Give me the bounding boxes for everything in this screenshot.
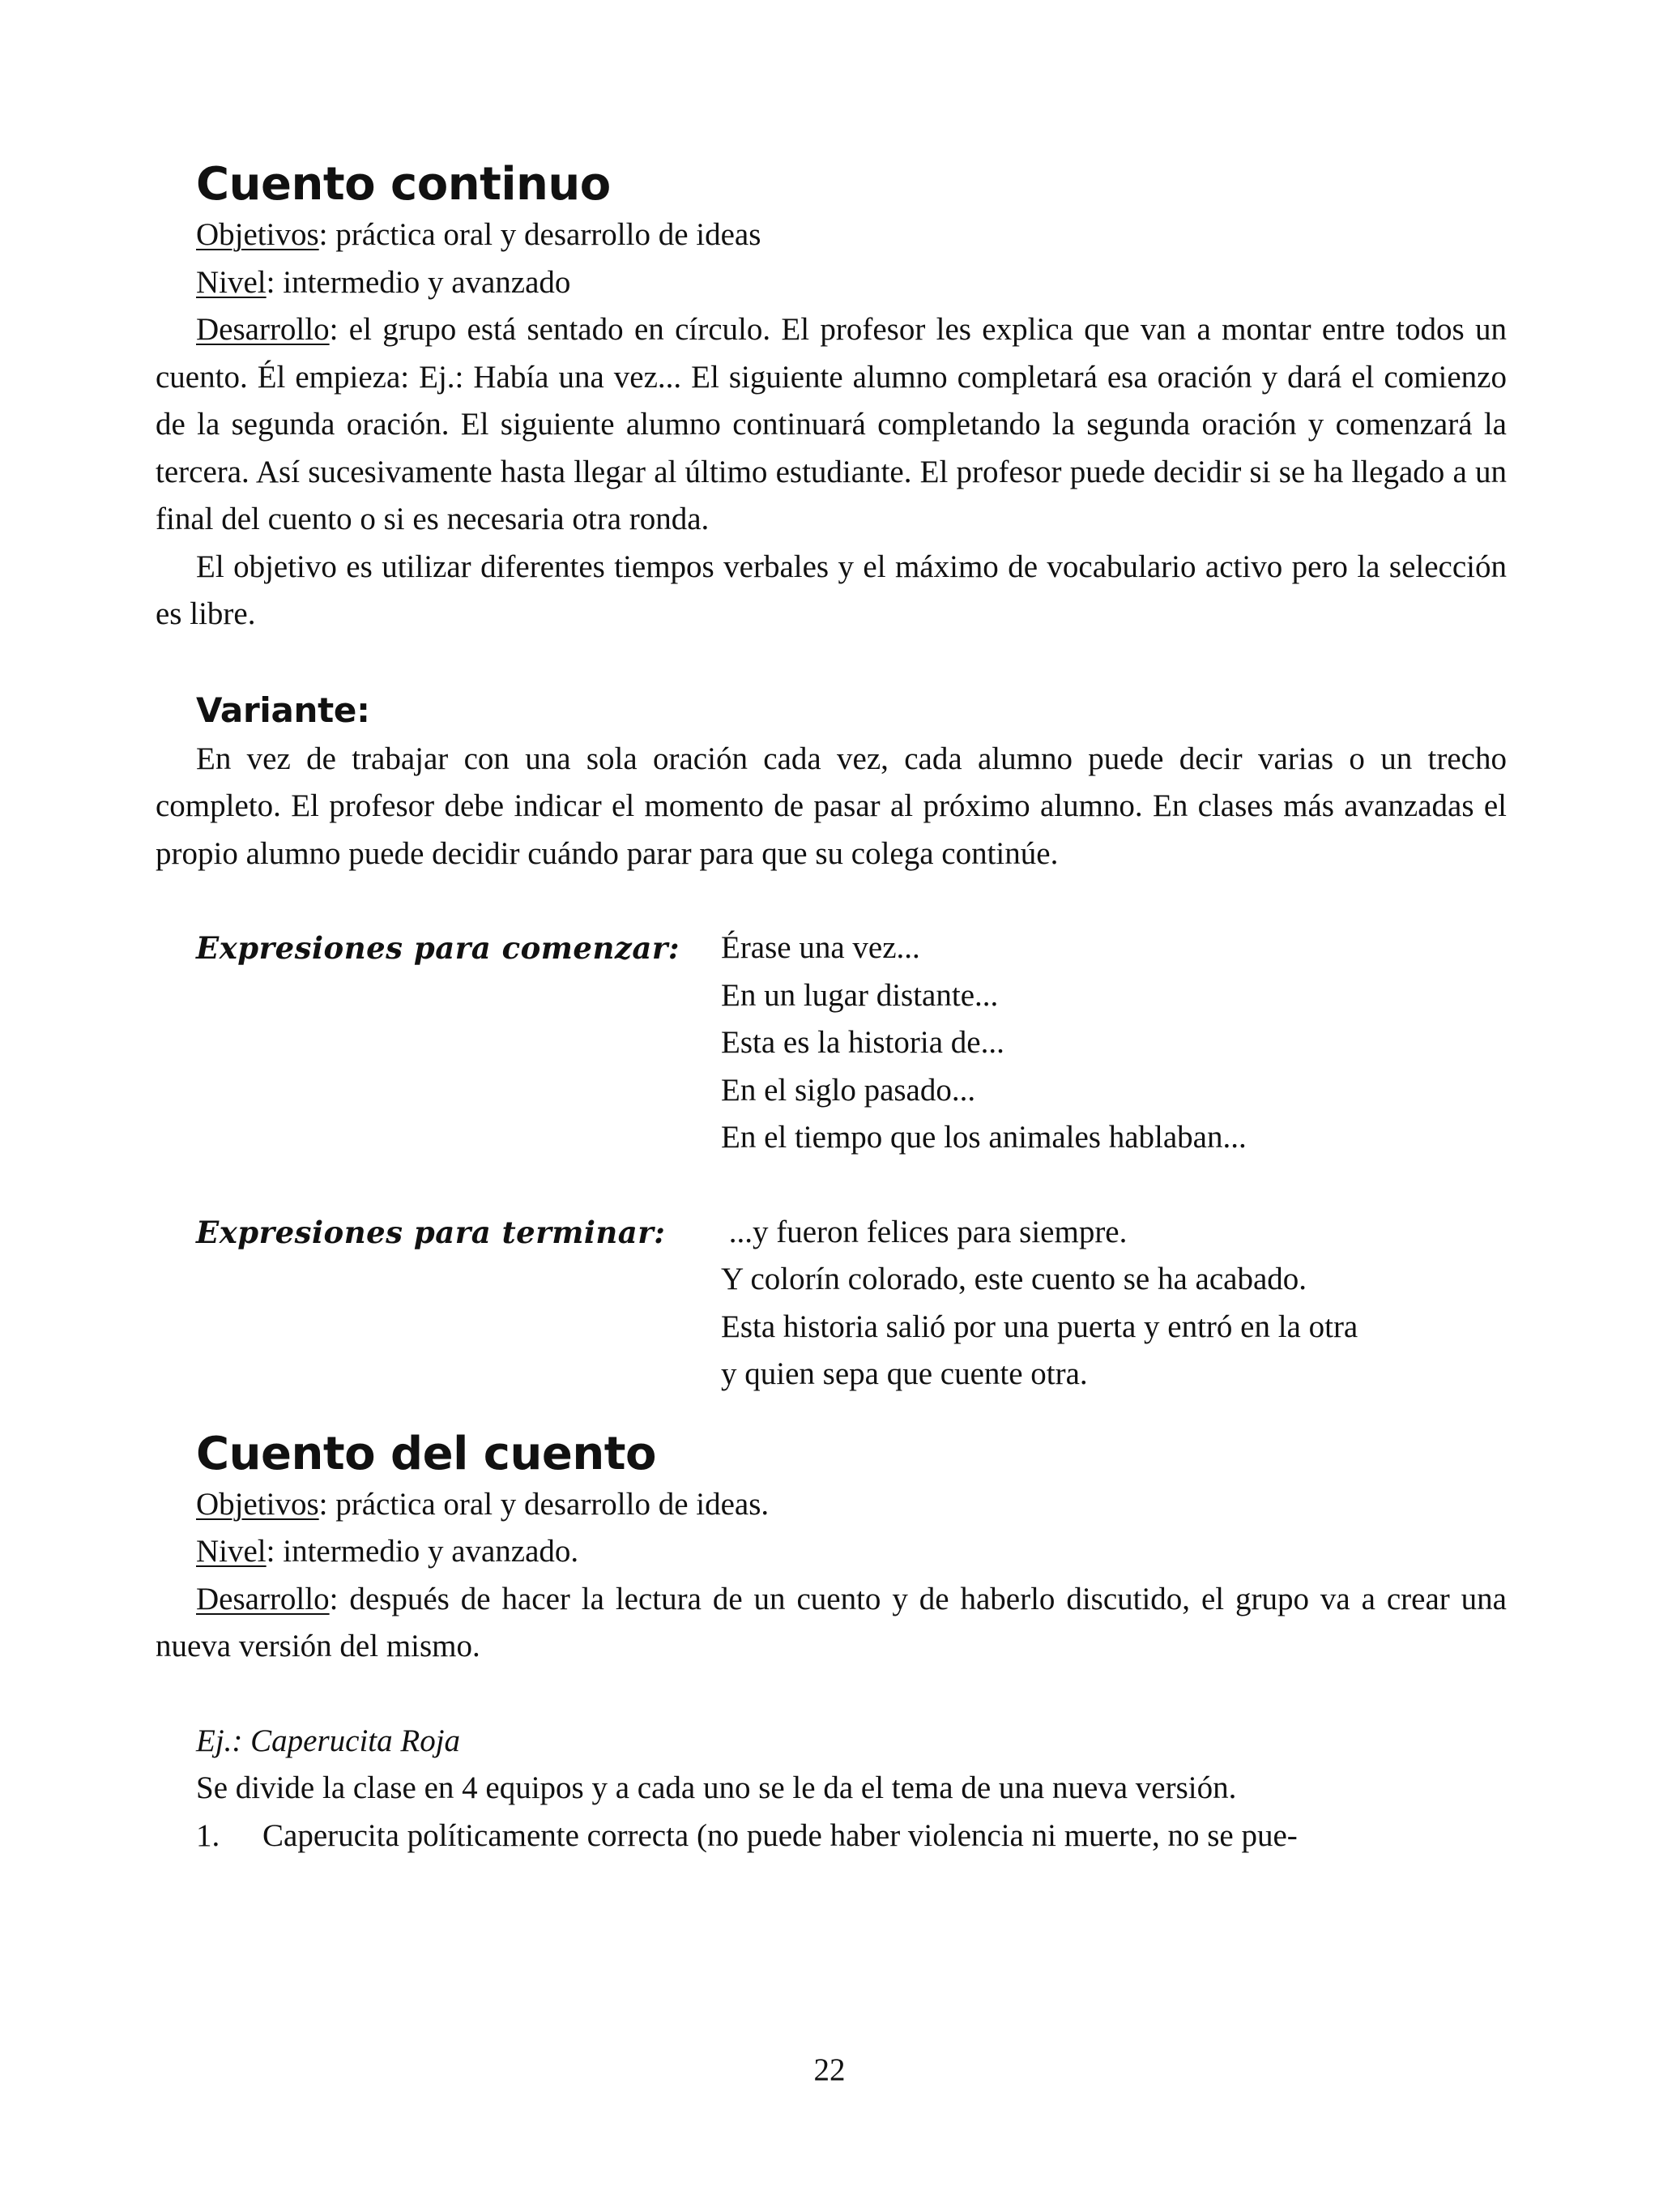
desarrollo-paragraph xyxy=(156,1576,1507,1671)
expresion-item: Esta es la historia de... xyxy=(721,1025,1004,1060)
nivel-label: Nivel xyxy=(196,264,267,300)
nivel-text: : intermedio y avanzado xyxy=(266,264,571,300)
spacer xyxy=(156,1399,1507,1428)
list-item-number: 1. xyxy=(196,1817,220,1853)
section-title-cuento-del-cuento: Cuento del cuento xyxy=(196,1427,656,1480)
objetivos-text: : práctica oral y desarrollo de ideas xyxy=(318,217,761,252)
expresiones-terminar-list xyxy=(721,1209,1507,1399)
expresiones-comenzar-list xyxy=(721,925,1507,1162)
nivel-line xyxy=(156,1528,1507,1576)
objetivos-line xyxy=(156,1481,1507,1529)
objetivos-label: Objetivos xyxy=(196,1486,319,1522)
desarrollo-label: Desarrollo xyxy=(196,1581,330,1616)
spacer xyxy=(156,638,1507,685)
expresion-item: En un lugar distante... xyxy=(721,977,999,1013)
expresiones-comenzar-label: Expresiones para comenzar: xyxy=(196,930,680,966)
expresiones-terminar-block xyxy=(196,1209,1507,1399)
variante-paragraph: En vez de trabajar con una sola oración cada vez, cada alumno puede decir varias o un trecho completo. El profesor debe indicar el momento de pasar al próximo alumno. En clases más avanzadas el propio alumno puede decidir cuándo parar para que su colega continúe. xyxy=(156,741,1507,871)
expresion-item: Esta historia salió por una puerta y entró en la otra xyxy=(721,1309,1358,1344)
objetivos-label: Objetivos xyxy=(196,217,319,252)
expresiones-terminar-label: Expresiones para terminar: xyxy=(196,1214,666,1250)
variante-title: Variante: xyxy=(196,690,370,730)
nivel-label: Nivel xyxy=(196,1534,267,1569)
spacer xyxy=(156,878,1507,925)
expresion-item: En el tiempo que los animales hablaban... xyxy=(721,1120,1247,1155)
nivel-text: : intermedio y avanzado. xyxy=(266,1534,579,1569)
division-paragraph: Se divide la clase en 4 equipos y a cada uno se le da el tema de una nueva versión. xyxy=(196,1770,1237,1805)
desarrollo-text: : el grupo está sentado en círculo. El profesor les explica que van a montar entre todos un cuento. Él empieza: Ej.: Había una vez... El siguiente alumno completará esa oración y dará el comienzo de la segunda oración. El siguiente alumno continuará completando la segunda oración y comenzará la tercera. Así sucesivamente hasta llegar al último estudiante. El profesor puede decidir si se ha llegado a un final del cuento o si es necesaria otra ronda. xyxy=(156,312,1507,536)
expresion-item: ...y fueron felices para siempre. xyxy=(721,1214,1128,1249)
list-item-text: Caperucita políticamente correcta (no puede haber violencia ni muerte, no se pue- xyxy=(262,1817,1298,1853)
desarrollo-paragraph xyxy=(156,306,1507,544)
ejemplo-caperucita: Ej.: Caperucita Roja xyxy=(196,1723,461,1758)
expresion-item: En el siglo pasado... xyxy=(721,1072,976,1108)
page-number: 22 xyxy=(813,2052,846,2087)
objetivo-paragraph: El objetivo es utilizar diferentes tiempos verbales y el máximo de vocabulario activo pero la selección es libre. xyxy=(156,549,1507,631)
document-page xyxy=(156,158,1507,1860)
expresiones-comenzar-block xyxy=(196,925,1507,1162)
spacer xyxy=(156,1162,1507,1209)
objetivos-line xyxy=(156,211,1507,259)
nivel-line xyxy=(156,259,1507,307)
expresion-item: Y colorín colorado, este cuento se ha acabado. xyxy=(721,1262,1307,1296)
expresion-item: y quien sepa que cuente otra. xyxy=(721,1356,1088,1391)
list-item xyxy=(196,1813,1507,1860)
expresion-item: Érase una vez... xyxy=(721,930,920,965)
spacer xyxy=(156,1671,1507,1718)
section-title-cuento-continuo: Cuento continuo xyxy=(196,158,611,211)
objetivos-text: : práctica oral y desarrollo de ideas. xyxy=(318,1486,770,1522)
desarrollo-label: Desarrollo xyxy=(196,312,330,347)
desarrollo-text: : después de hacer la lectura de un cuento y de haberlo discutido, el grupo va a crear una nueva versión del mismo. xyxy=(156,1581,1507,1663)
